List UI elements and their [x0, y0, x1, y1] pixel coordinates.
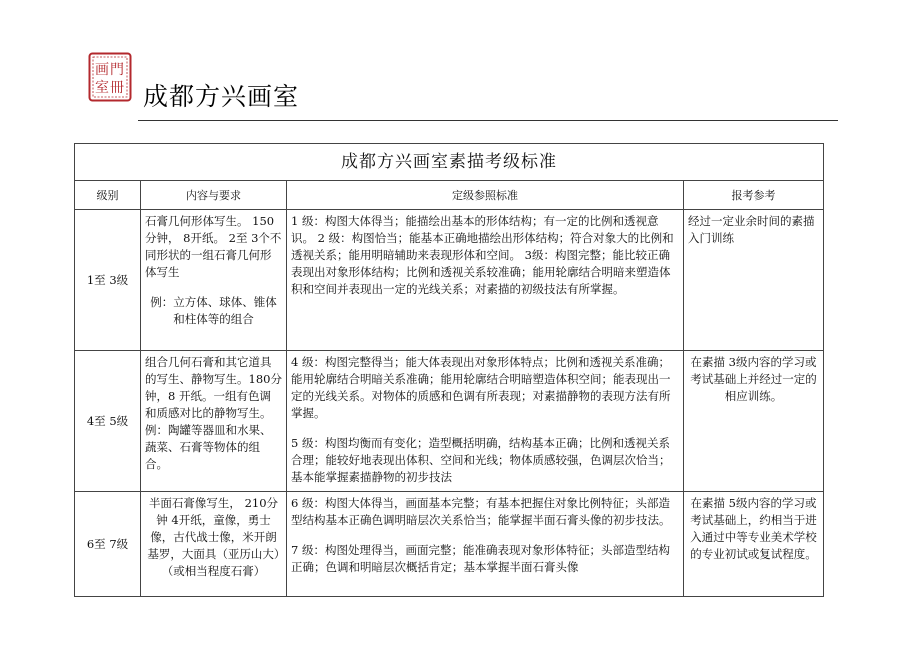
- reference-text: 在素描 3级内容的学习或考试基础上并经过一定的相应训练。: [690, 355, 817, 403]
- column-header-reference: 报考参考: [684, 181, 824, 210]
- reference-cell: [684, 351, 824, 492]
- svg-text:冊: 冊: [110, 80, 124, 96]
- content-cell: [141, 492, 287, 597]
- standard-text: 7 级：构图处理得当，画面完整；能准确表现对象形体特征；头部造型结构正确；色调和明暗层次概括肯定；基本掌握半面石膏头像: [291, 543, 670, 574]
- column-header-level: 级别: [75, 181, 141, 210]
- table-row: [75, 351, 824, 492]
- page-title: 成都方兴画室: [143, 82, 300, 111]
- seal-logo-icon: [88, 52, 132, 102]
- level-cell: 6至 7级: [75, 492, 141, 597]
- standard-text: 5 级：构图均衡而有变化；造型概括明确，结构基本正确；比例和透视关系合理；能较好地表现出体积、空间和光线；物体质感较强，色调层次恰当；基本能掌握素描静物的初步技法: [291, 436, 671, 484]
- content-text: 半面石膏像写生， 210分钟 4开纸，童像，勇士像，古代战士像，米开朗基罗，大面具（亚历山大）（或相当程度石膏）: [147, 496, 280, 578]
- level-cell: 1至 3级: [75, 210, 141, 351]
- level-cell: 4至 5级: [75, 351, 141, 492]
- content-text: 石膏几何形体写生。 150分钟， 8开纸。 2至 3个不同形状的一组石膏几何形体写生: [145, 214, 282, 279]
- standard-cell: [287, 351, 684, 492]
- column-header-standard: 定级参照标准: [287, 181, 684, 210]
- content-cell: [141, 351, 287, 492]
- reference-text: 经过一定业余时间的素描入门训练: [688, 214, 815, 245]
- standard-text: 1 级：构图大体得当；能描绘出基本的形体结构；有一定的比例和透视意识。 2 级：构图恰当；能基本正确地描绘出形体结构；符合对象大的比例和透视关系；能用明暗辅助来表现形体和空间。 3级：构图完整；能比较正确表现出对象形体结构；比例和透视关系较准确；能用轮廓结合明暗来塑造体积和空间并表现出一定的光线关系；对素描的初级技法有所掌握。: [291, 214, 674, 296]
- header-divider: [138, 120, 838, 121]
- content-example: 例：立方体、球体、锥体和柱体等的组合: [150, 295, 277, 326]
- standard-text: 6 级：构图大体得当，画面基本完整；有基本把握住对象比例特征；头部造型结构基本正确色调明暗层次关系恰当；能掌握半面石膏头像的初步技法。: [291, 496, 671, 527]
- reference-cell: [684, 210, 824, 351]
- standard-cell: [287, 210, 684, 351]
- standard-cell: [287, 492, 684, 597]
- table-header-row: [75, 181, 824, 210]
- grading-standards-table: [74, 143, 824, 597]
- column-header-content: 内容与要求: [141, 181, 287, 210]
- svg-text:室: 室: [95, 80, 109, 96]
- reference-text: 在素描 5级内容的学习或考试基础上，约相当于进入通过中等专业美术学校的专业初试或复试程度。: [690, 496, 817, 561]
- table-row: [75, 492, 824, 597]
- reference-cell: [684, 492, 824, 597]
- table-title: 成都方兴画室素描考级标准: [75, 144, 824, 181]
- svg-text:門: 門: [110, 62, 124, 78]
- svg-text:画: 画: [95, 62, 109, 78]
- content-text: 组合几何石膏和其它道具的写生、静物写生。180分钟，8 开纸。一组有色调和质感对比的静物写生。例：陶罐等器皿和水果、蔬菜、石膏等物体的组合。: [145, 355, 282, 471]
- table-row: [75, 210, 824, 351]
- content-cell: [141, 210, 287, 351]
- standard-text: 4 级：构图完整得当；能大体表现出对象形体特点；比例和透视关系准确；能用轮廓结合明暗关系准确；能用轮廓结合明暗塑造体积空间；能表现出一定的光线关系。对物体的质感和色调有所表现；对素描静物的表现方法有所掌握。: [291, 355, 671, 420]
